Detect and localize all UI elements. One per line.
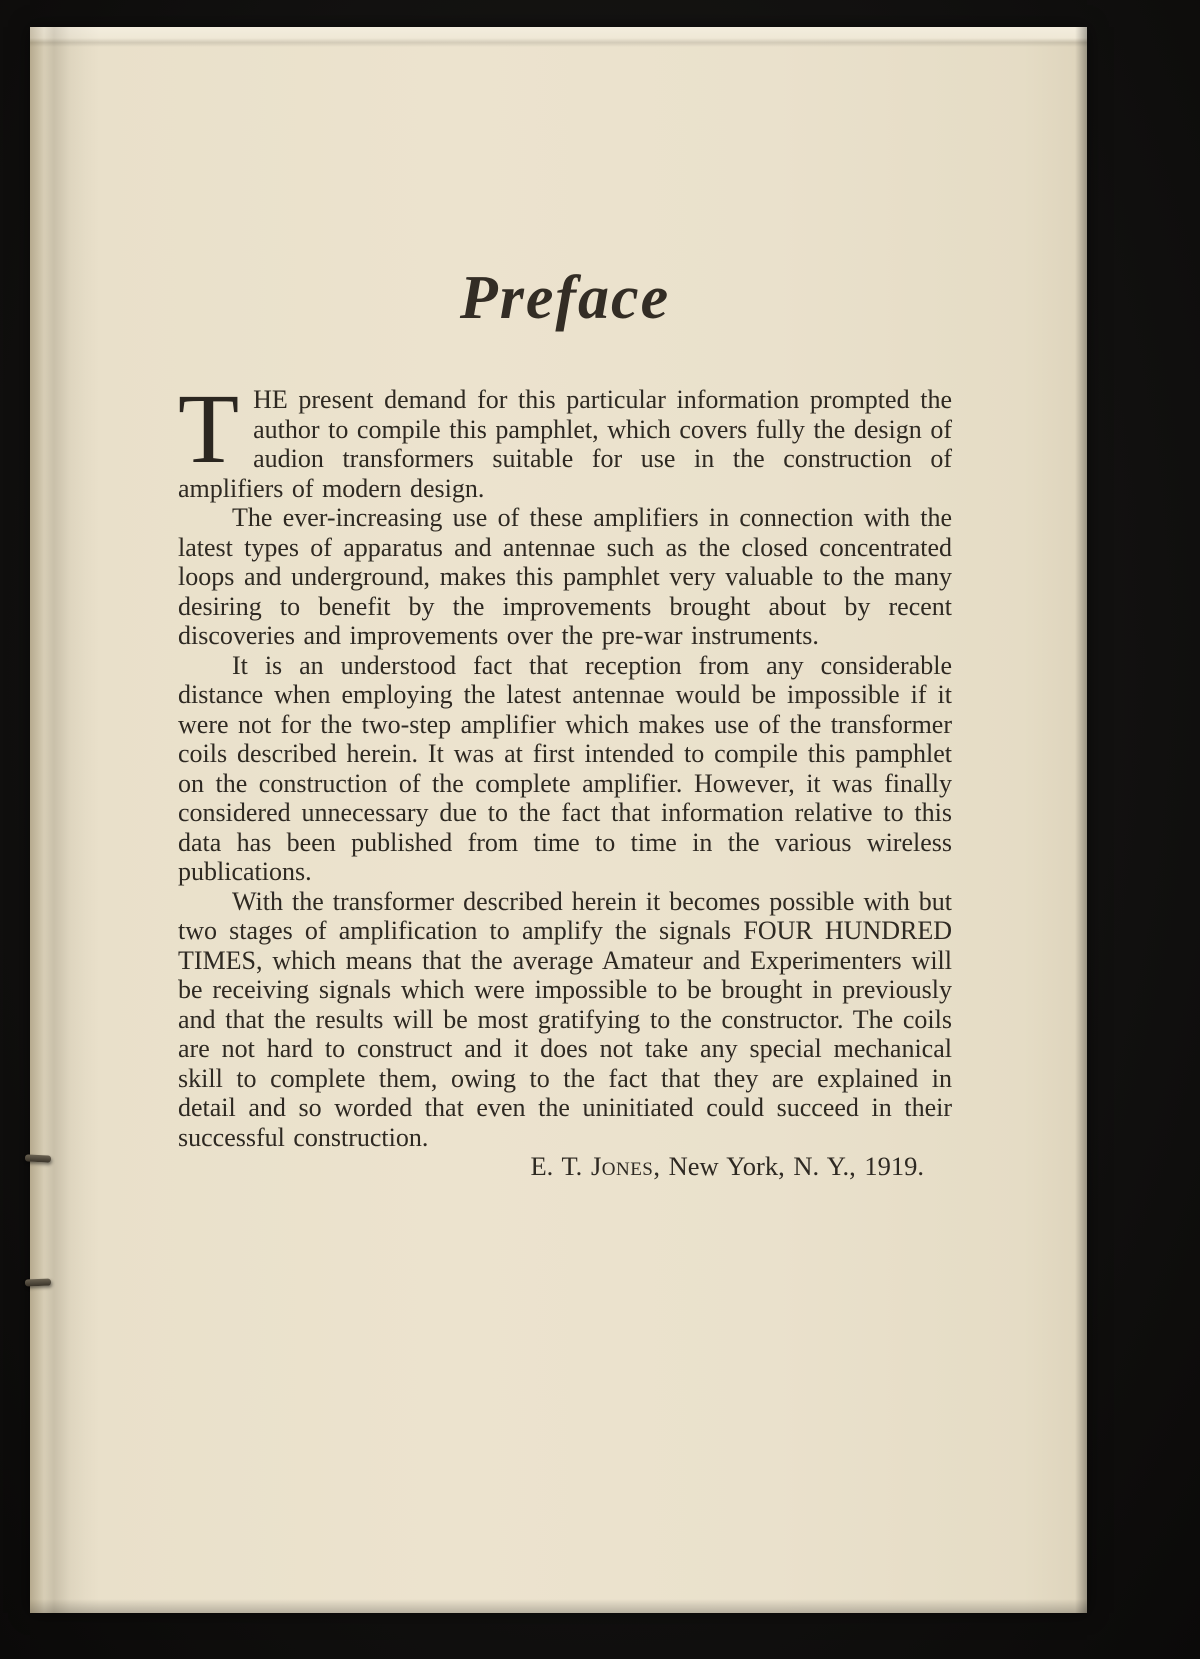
- signature-name: Jones: [590, 1151, 654, 1181]
- signature-prefix: E. T.: [530, 1151, 591, 1181]
- binding-shadow: [30, 27, 100, 1613]
- paragraph: It is an understood fact that reception from any considerable distance when employing the latest antennae would be impossible if it were not for the two-step amplifier which makes use of the transformer coils described herein. It was at first intended to compile this pamphlet on the construction of the complete amplifier. However, it was finally considered unnecessary due to the fact that information relative to this data has been published from time to time in the various wireless publications.: [178, 650, 952, 886]
- signature-line: [178, 1152, 952, 1182]
- page-title: Preface: [459, 264, 671, 332]
- drop-cap: T: [178, 373, 240, 484]
- signature-rest: , New York, N. Y., 1919.: [653, 1151, 924, 1181]
- paragraph: The ever-increasing use of these amplifiers in connection with the latest types of apparatus and antennae such as the closed concentrated loops and underground, makes this pamphlet very valuable to the many desiring to benefit by the improvements brought about by recent discoveries and improvements over the pre-war instruments.: [178, 503, 952, 650]
- page-content: [178, 27, 952, 1182]
- staple-mark: [25, 1279, 51, 1287]
- paragraph: With the transformer described herein it becomes possible with but two stages of amplification to amplify the signals FOUR HUNDRED TIMES, which means that the average Amateur and Experimenters will be receiving signals which were impossible to be brought in previously and that the results will be most gratifying to the constructor. The coils are not hard to construct and it does not take any special mechanical skill to complete them, owing to the fact that they are explained in detail and so worded that even the uninitiated could succeed in their successful construction.: [178, 886, 952, 1152]
- paragraph-lead: [178, 373, 952, 503]
- page-bottom-edge: [30, 1599, 1087, 1613]
- staple-mark: [25, 1154, 51, 1162]
- paragraph-lead-text: HE present demand for this particular information prompted the author to compile this pamphlet, which covers fully the design of audion transformers suitable for use in the construction of amplifiers of modern design.: [178, 385, 952, 503]
- book-page: [30, 27, 1087, 1613]
- body-text: [178, 373, 952, 1182]
- page-right-edge: [1075, 27, 1087, 1613]
